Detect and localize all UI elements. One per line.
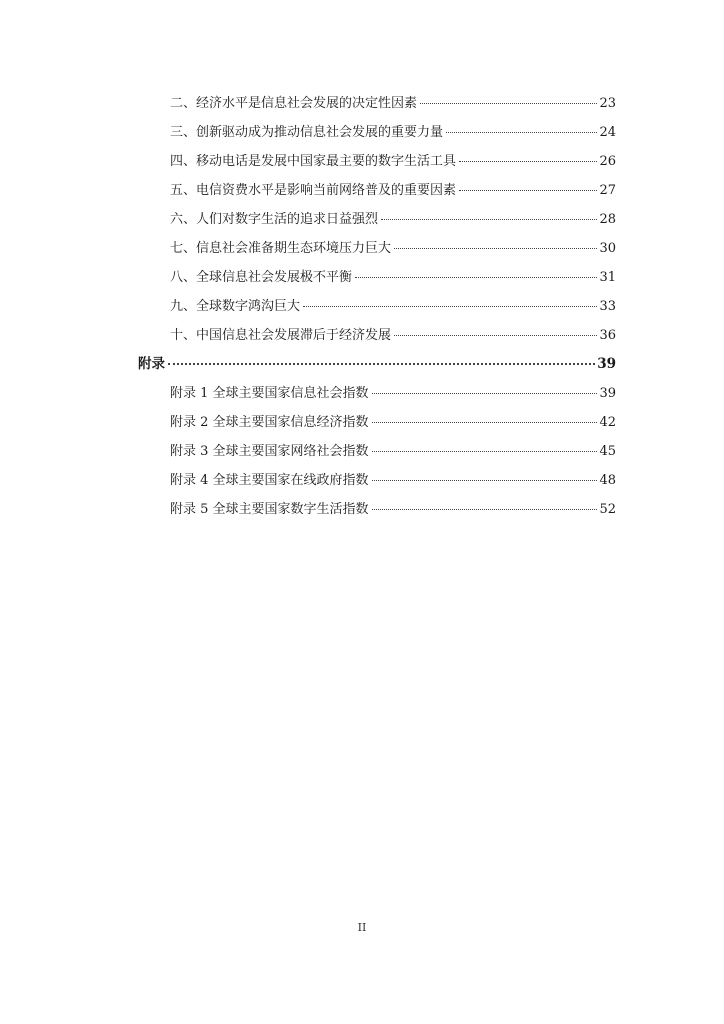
toc-section-entry bbox=[138, 263, 616, 292]
toc-dot-leader bbox=[355, 277, 597, 278]
toc-entry-page: 31 bbox=[599, 270, 616, 285]
toc-entry-page: 48 bbox=[599, 473, 616, 488]
toc-entry-page: 26 bbox=[599, 154, 616, 169]
toc-entry-title: 八、全球信息社会发展极不平衡 bbox=[170, 270, 353, 285]
toc-dot-leader bbox=[459, 161, 597, 162]
toc-section-entry bbox=[138, 379, 616, 408]
toc-entry-title: 三、创新驱动成为推动信息社会发展的重要力量 bbox=[170, 125, 444, 140]
toc-section-entry bbox=[138, 118, 616, 147]
toc-entry-title: 七、信息社会准备期生态环境压力巨大 bbox=[170, 241, 392, 256]
table-of-contents bbox=[138, 89, 616, 524]
toc-entry-title: 四、移动电话是发展中国家最主要的数字生活工具 bbox=[170, 154, 457, 169]
toc-entry-title: 六、人们对数字生活的追求日益强烈 bbox=[170, 212, 379, 227]
toc-entry-title: 附录 1 全球主要国家信息社会指数 bbox=[170, 386, 369, 401]
toc-entry-title: 附录 bbox=[138, 356, 165, 372]
toc-dot-leader bbox=[394, 335, 597, 336]
toc-entry-title: 附录 4 全球主要国家在线政府指数 bbox=[170, 473, 369, 488]
toc-entry-page: 36 bbox=[599, 328, 616, 343]
toc-entry-title: 附录 5 全球主要国家数字生活指数 bbox=[170, 502, 369, 517]
toc-entry-page: 45 bbox=[599, 444, 616, 459]
toc-section-entry bbox=[138, 437, 616, 466]
toc-dot-leader bbox=[372, 509, 598, 510]
toc-entry-page: 39 bbox=[599, 386, 616, 401]
toc-dot-leader bbox=[420, 103, 597, 104]
toc-section-entry bbox=[138, 321, 616, 350]
toc-dot-leader bbox=[372, 422, 598, 423]
toc-entry-title: 五、电信资费水平是影响当前网络普及的重要因素 bbox=[170, 183, 457, 198]
toc-section-entry bbox=[138, 466, 616, 495]
toc-dot-leader bbox=[394, 248, 597, 249]
toc-entry-page: 27 bbox=[599, 183, 616, 198]
toc-entry-page: 39 bbox=[597, 356, 616, 372]
toc-entry-page: 33 bbox=[599, 299, 616, 314]
toc-section-entry bbox=[138, 292, 616, 321]
toc-section-entry bbox=[138, 495, 616, 524]
toc-section-entry bbox=[138, 408, 616, 437]
page-number: II bbox=[357, 921, 367, 934]
toc-section-entry bbox=[138, 89, 616, 118]
toc-entry-title: 十、中国信息社会发展滞后于经济发展 bbox=[170, 328, 392, 343]
toc-dot-leader bbox=[372, 480, 598, 481]
toc-dot-leader bbox=[381, 219, 597, 220]
toc-section-entry bbox=[138, 147, 616, 176]
toc-dot-leader bbox=[372, 451, 598, 452]
toc-entry-page: 52 bbox=[599, 502, 616, 517]
toc-entry-page: 24 bbox=[599, 125, 616, 140]
toc-dot-leader bbox=[459, 190, 597, 191]
toc-section-entry bbox=[138, 176, 616, 205]
toc-entry-page: 23 bbox=[599, 96, 616, 111]
toc-chapter-entry bbox=[138, 350, 616, 379]
toc-entry-title: 附录 2 全球主要国家信息经济指数 bbox=[170, 415, 369, 430]
toc-entry-page: 30 bbox=[599, 241, 616, 256]
toc-dot-leader bbox=[168, 363, 595, 365]
toc-dot-leader bbox=[303, 306, 597, 307]
toc-dot-leader bbox=[446, 132, 597, 133]
toc-entry-title: 附录 3 全球主要国家网络社会指数 bbox=[170, 444, 369, 459]
toc-dot-leader bbox=[372, 393, 598, 394]
toc-section-entry bbox=[138, 234, 616, 263]
toc-entry-page: 42 bbox=[599, 415, 616, 430]
toc-entry-title: 九、全球数字鸿沟巨大 bbox=[170, 299, 301, 314]
toc-entry-title: 二、经济水平是信息社会发展的决定性因素 bbox=[170, 96, 418, 111]
toc-section-entry bbox=[138, 205, 616, 234]
toc-entry-page: 28 bbox=[599, 212, 616, 227]
